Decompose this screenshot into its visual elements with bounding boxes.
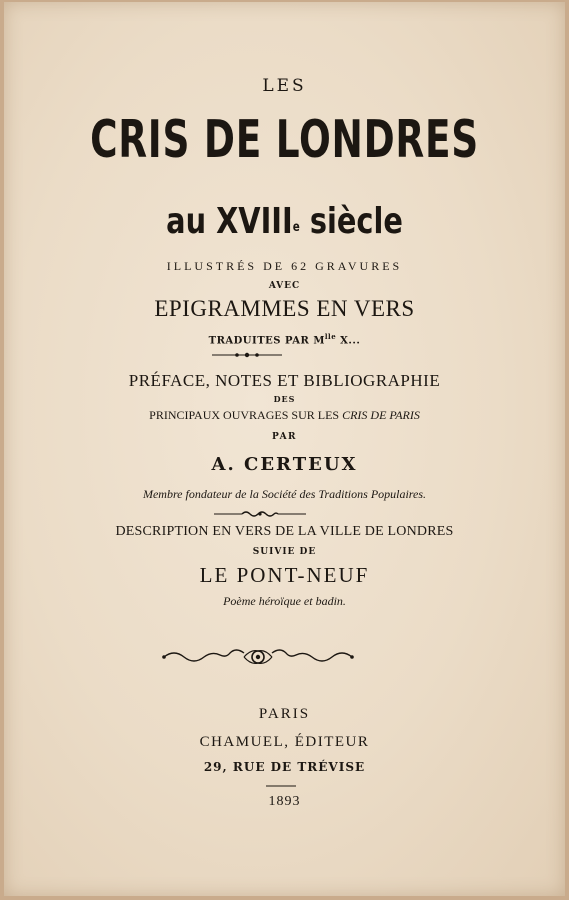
short-rule bbox=[266, 785, 296, 787]
avec-line: AVEC bbox=[268, 281, 301, 291]
second-title: LE PONT-NEUF bbox=[199, 563, 370, 587]
title-page bbox=[4, 2, 565, 896]
century-subtitle: au XVIIIe siècle bbox=[166, 201, 403, 242]
flourish-ornament bbox=[160, 647, 356, 667]
epigrammes-line: EPIGRAMMES EN VERS bbox=[154, 296, 415, 321]
small-rule-ornament bbox=[212, 351, 282, 359]
imprint-year: 1893 bbox=[268, 794, 301, 809]
suivie-line: SUIVIE DE bbox=[252, 547, 317, 557]
translator-line: TRADUITES PAR $M^{lle}$ X... bbox=[208, 332, 361, 347]
imprint-city: PARIS bbox=[258, 706, 311, 722]
author-name: A. CERTEUX bbox=[211, 454, 358, 475]
illustrations-line: ILLUSTRÉS DE 62 GRAVURES bbox=[166, 259, 403, 273]
author-role: Membre fondateur de la Société des Traditions Populaires. bbox=[142, 487, 427, 501]
imprint-publisher: CHAMUEL, ÉDITEUR bbox=[199, 734, 370, 750]
des-line: DES bbox=[273, 394, 296, 404]
medium-rule-ornament bbox=[212, 509, 308, 519]
par-line: PAR bbox=[271, 432, 298, 442]
preface-line: PRÉFACE, NOTES ET BIBLIOGRAPHIE bbox=[128, 371, 441, 390]
description-line: DESCRIPTION EN VERS DE LA VILLE DE LONDRES bbox=[115, 524, 454, 539]
principaux-line: PRINCIPAUX OUVRAGES SUR LES CRIS DE PARIS bbox=[149, 408, 420, 422]
main-title: CRIS DE LONDRES bbox=[90, 110, 479, 170]
poem-subtitle: Poème héroïque et badin. bbox=[223, 594, 346, 608]
imprint-address: 29, RUE DE TRÉVISE bbox=[203, 760, 366, 774]
title-article: LES bbox=[262, 76, 307, 96]
